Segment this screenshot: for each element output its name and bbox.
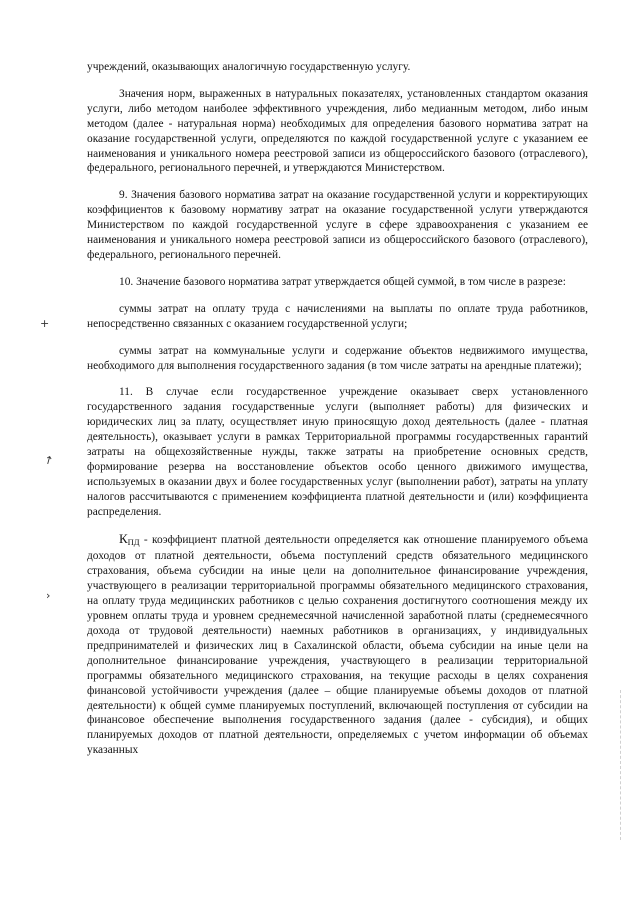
margin-mark: › — [46, 589, 51, 602]
paragraph: учреждений, оказывающих аналогичную государственную услугу. — [87, 61, 411, 73]
paragraph-text: - коэффициент платной деятельности определяется как отношение планируемого объема доходов от платной деятельности, объема поступлений средств обязательного медицинского страхования, объема субсидии на иные цели на дополнительное финансирование учреждения, участвующего в реализации территориальной программы обязательного медицинского страхования, на оплату труда медицинских работников с целью сохранения достигнутого соотношения между их уровнем оплаты труда и уровнем среднемесячной начисленной заработной платы (среднемесячного дохода от трудовой деятельности) наемных работников в организациях, у индивидуальных предпринимателей и физических лиц в Сахалинской области, объема субсидии на иные цели на дополнительное финансирование учреждения, участвующего в реализации территориальной программы обязательного медицинского страхования, на текущие расходы в целях сохранения финансовой устойчивости учреждения (далее – общие планируемые объемы доходов от платной деятельности) к общей сумме планируемых поступлений, включающей поступления от субсидии на финансовое обеспечение выполнения государственного задания (далее - субсидия), и общих планируемых доходов от платной деятельности, определяемых с учетом информации об объемах указанных — [87, 533, 588, 757]
paragraph: 10. Значение базового норматива затрат утверждается общей суммой, в том числе в разрезе: — [119, 275, 566, 288]
coefficient-subscript: ПД — [127, 536, 140, 547]
coefficient-symbol: К — [119, 530, 128, 546]
paragraph: Значения норм, выраженных в натуральных показателях, установленных стандартом оказания услуги, либо методом наиболее эффективного учреждения, либо медианным методом, либо иным методом (далее - натуральная норма) необходимых для определения базового норматива затрат на оказание государственной услуги, определяются по каждой государственной услуге с указанием ее наименования и уникального номера реестровой записи из общероссийского базового (отраслевого), федерального, регионального перечней, и утверждаются Министерством. — [87, 87, 588, 175]
paragraph: 9. Значения базового норматива затрат на оказание государственной услуги и корректирующих коэффициентов к базовому нормативу затрат на оказание государственной услуги утверждаются Министерством по каждой государственной услуге в сфере здравоохранения с указанием ее наименования и уникального номера реестровой записи из общероссийского базового (отраслевого), федерального, регионального перечней. — [87, 189, 588, 261]
paragraph: суммы затрат на коммунальные услуги и содержание объектов недвижимого имущества, необходимого для выполнения государственного задания (в том числе затраты на арендные платежи); — [87, 344, 588, 372]
document-body — [87, 60, 588, 758]
margin-mark: + — [40, 317, 50, 330]
paragraph — [87, 532, 588, 759]
paragraph: суммы затрат на оплату труда с начислениями на выплаты по оплате труда работников, непосредственно связанных с оказанием государственной услуги; — [87, 302, 588, 330]
scan-artifact — [619, 690, 621, 840]
paragraph: 11. В случае если государственное учреждение оказывает сверх установленного государственного задания государственные услуги (выполняет работы) для физических и юридических лиц за плату, осуществляет иную приносящую доход деятельность (далее - платная деятельность), оказывает услуги в рамках Территориальной программы государственных гарантий затраты на общехозяйственные нужды, также затраты на приобретение основных средств, формирование резерва на восстановление объектов особо ценного движимого имущества, используемых в оказании двух и более государственных услуг (выполнении работ), затраты на уплату налогов рассчитываются с применением коэффициента платной деятельности и (или) коэффициента распределения. — [87, 386, 588, 518]
margin-mark: ↑ — [42, 453, 55, 468]
